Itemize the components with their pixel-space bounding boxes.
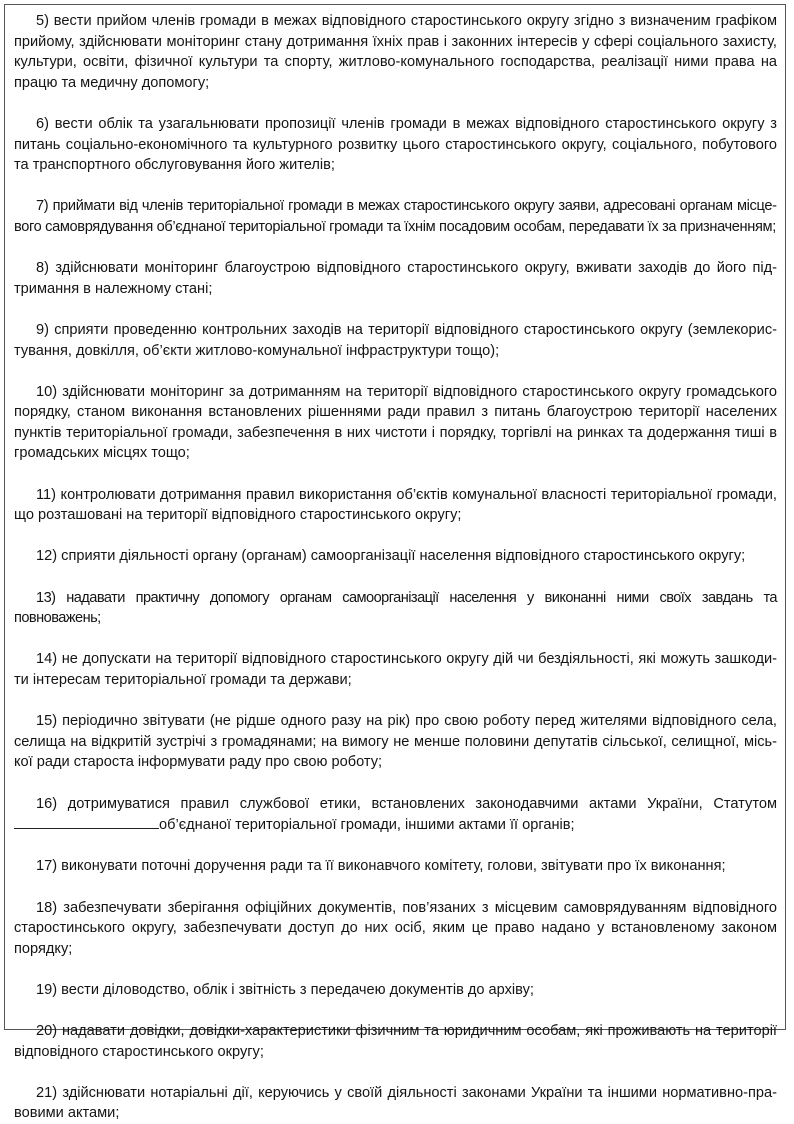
paragraph-item-8: 8) здійснювати моніторинг благоустрою відповідного старостинського округу, вживати заходів до його підтримання в належному стані;	[14, 260, 777, 297]
paragraph-item-14: 14) не допускати на території відповідного старостинського округу дій чи бездіяльності, які можуть зашкодити інтересам територіальної громади та держави;	[14, 651, 777, 688]
paragraph-item-18: 18) забезпечувати зберігання офіційних документів, пов’язаних з місцевим самоврядуванням відповідного старостинського округу, забезпечувати доступ до них осіб, яким це право надано у встановленому законом порядку;	[14, 899, 777, 957]
paragraph-item-19: 19) вести діловодство, облік і звітність з передачею документів до архіву;	[36, 981, 534, 998]
paragraph-item-10: 10) здійснювати моніторинг за дотриманням на території відповідного старостинського округу громадського порядку, станом виконання встановлених рішеннями ради правил з питань благоустрою території населених пунктів територіальної громади, забезпечення в них чистоти і порядку, торгівлі на ринках та додержання тиші в громадських місцях тощо;	[14, 383, 777, 462]
paragraph-item-15: 15) періодично звітувати (не рідше одного разу на рік) про свою роботу перед жителями відповідного села, селища на відкритій зустрічі з громадянами; на вимогу не менше половини депутатів сільської, селищної, міської ради староста інформувати раду про свою роботу;	[14, 713, 777, 771]
paragraph-item-13: 13) надавати практичну допомогу органам самоорганізації населення у виконанні ними своїх завдань та повноважень;	[14, 589, 777, 627]
document-body	[14, 11, 777, 1124]
paragraph-item-5: 5) вести прийом членів громади в межах відповідного старостинського округу згідно з визначеним графіком прийому, здійснювати моніторинг стану дотримання їхніх прав і законних інтересів у сфері соціального захисту, культури, освіти, фізичної культури та спорту, житлово-комунального господарства, реалізації ними права на працю та медичну допомогу;	[14, 13, 777, 91]
paragraph-item-20: 20) надавати довідки, довідки-характеристики фізичним та юридичним особам, які проживають на території відповідного старостинського округу;	[14, 1023, 777, 1060]
paragraph-item-9: 9) сприяти проведенню контрольних заходів на території відповідного старостинського округу (землекористування, довкілля, об’єкти житлово-комунальної інфраструктури тощо);	[14, 321, 777, 359]
paragraph-item-16-part-1: 16) дотримуватися правил службової етики, встановлених законодавчими актами України, Статутом	[36, 795, 777, 812]
blank-line	[14, 814, 159, 829]
paragraph-item-16-part-2: об’єднаної територіальної громади, іншими актами її органів;	[159, 817, 575, 834]
paragraph-item-6: 6) вести облік та узагальнювати пропозиції членів громади в межах відповідного старостинського округу з питань соціально-економічного та культурного розвитку цього старостинського округу, соціального, побутового та транспортного обслуговування його жителів;	[14, 115, 777, 174]
paragraph-item-16	[14, 794, 777, 836]
paragraph-item-12: 12) сприяти діяльності органу (органам) самоорганізації населення відповідного старостинського округу;	[36, 548, 746, 565]
paragraph-item-21: 21) здійснювати нотаріальні дії, керуючись у своїй діяльності законами України та іншими нормативно-правовими актами;	[14, 1084, 777, 1122]
paragraph-item-11: 11) контролювати дотримання правил використання об’єктів комунальної власності територіальної громади, що розташовані на території відповідного старостинського округу;	[14, 486, 777, 524]
paragraph-item-7: 7) приймати від членів територіальної громади в межах старостинського округу заяви, адресовані органам місцевого самоврядування об’єднаної територіальної громади та їхнім посадовим особам, передавати їх за призначенням;	[14, 198, 777, 235]
paragraph-item-17: 17) виконувати поточні доручення ради та її виконавчого комітету, голови, звітувати про їх виконання;	[36, 858, 726, 875]
